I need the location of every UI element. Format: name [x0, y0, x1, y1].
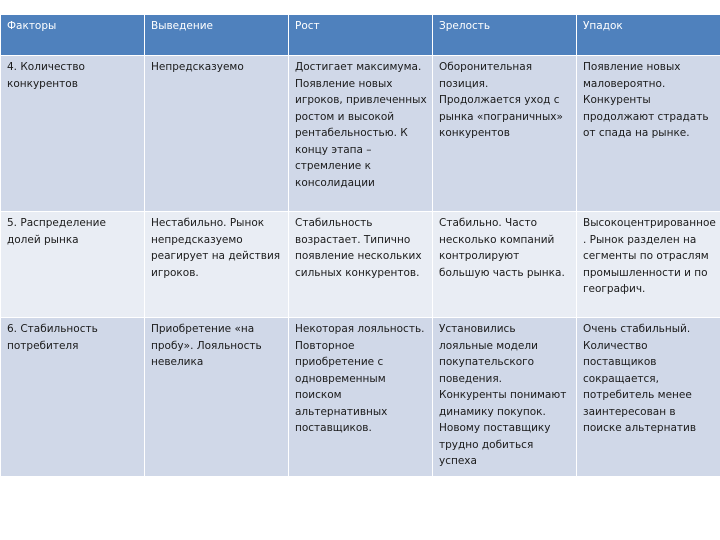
table-cell: Некоторая лояльность. Повторное приобретение с одновременным поиском альтернативных поставщиков.: [289, 318, 433, 477]
header-decline: Упадок: [577, 15, 720, 56]
table-cell: Очень стабильный. Количество поставщиков сокращается, потребитель менее заинтересован в поиске альтернатив: [577, 318, 720, 477]
table-cell: Нестабильно. Рынок непредсказуемо реагирует на действия игроков.: [145, 212, 289, 318]
table-cell: Непредсказуемо: [145, 56, 289, 212]
table-header-row: [1, 15, 720, 56]
header-factors: Факторы: [1, 15, 145, 56]
table-cell: Высокоцентрированное. Рынок разделен на сегменты по отраслям промышленности и по географич.: [577, 212, 720, 318]
table-cell: Приобретение «на пробу». Лояльность невелика: [145, 318, 289, 477]
table-cell: Появление новых маловероятно. Конкуренты продолжают страдать от спада на рынке.: [577, 56, 720, 212]
table-cell: 4. Количество конкурентов: [1, 56, 145, 212]
table-row: [1, 318, 720, 477]
header-growth: Рост: [289, 15, 433, 56]
table-cell: Достигает максимума. Появление новых игроков, привлеченных ростом и высокой рентабельностью. К концу этапа – стремление к консолидации: [289, 56, 433, 212]
table-cell: Установились лояльные модели покупательского поведения. Конкуренты понимают динамику покупок. Новому поставщику трудно добиться успеха: [433, 318, 577, 477]
header-maturity: Зрелость: [433, 15, 577, 56]
lifecycle-table: [0, 14, 720, 477]
header-introduction: Выведение: [145, 15, 289, 56]
table-cell: 6. Стабильность потребителя: [1, 318, 145, 477]
table-row: [1, 56, 720, 212]
table-row: [1, 212, 720, 318]
table-cell: Оборонительная позиция. Продолжается уход с рынка «пограничных» конкурентов: [433, 56, 577, 212]
table-cell: Стабильно. Часто несколько компаний контролируют большую часть рынка.: [433, 212, 577, 318]
table-cell: Стабильность возрастает. Типично появление нескольких сильных конкурентов.: [289, 212, 433, 318]
table-cell: 5. Распределение долей рынка: [1, 212, 145, 318]
